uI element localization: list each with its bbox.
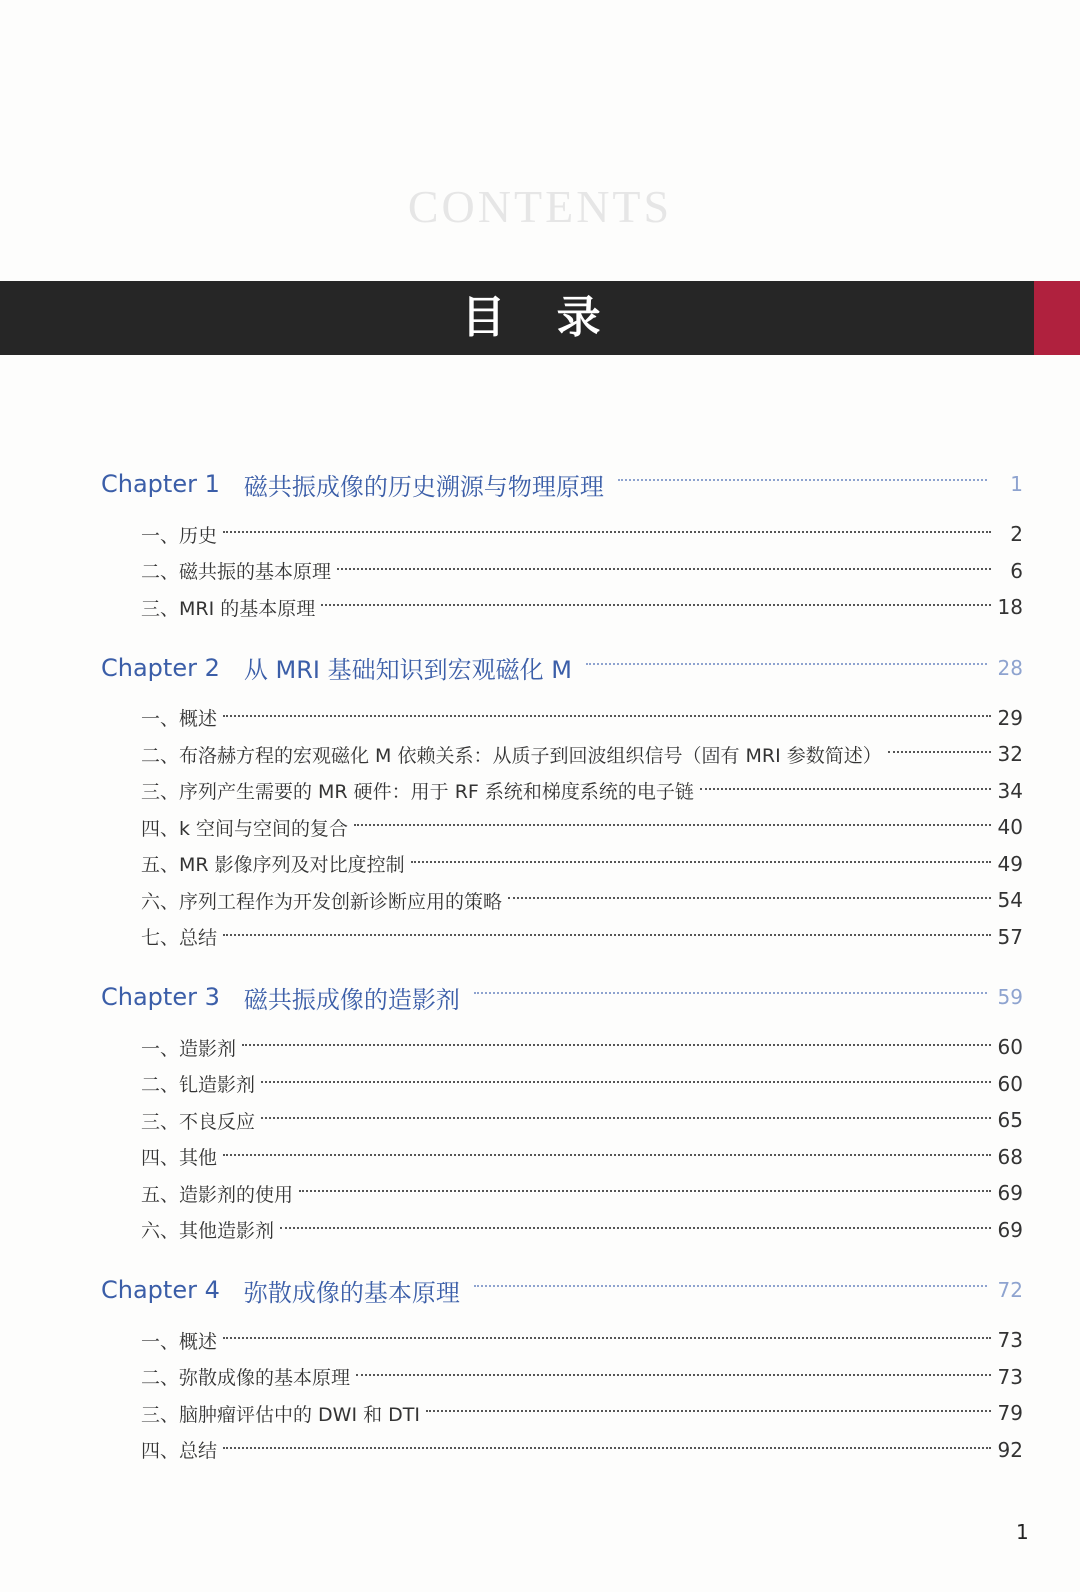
contents-watermark: CONTENTS bbox=[407, 181, 673, 232]
page-number: 1 bbox=[1016, 1520, 1029, 1544]
toc-entry[interactable] bbox=[141, 773, 1023, 810]
entry-title: 二、弥散成像的基本原理 bbox=[141, 1367, 351, 1390]
chapter-page-number: 28 bbox=[997, 655, 1023, 680]
toc-entry[interactable] bbox=[141, 1029, 1023, 1066]
entry-page-number: 69 bbox=[997, 1217, 1023, 1242]
entry-page-number: 68 bbox=[997, 1144, 1023, 1169]
leader-dots bbox=[223, 1154, 991, 1156]
leader-dots bbox=[223, 531, 991, 533]
entry-title: 三、序列产生需要的 MR 硬件：用于 RF 系统和梯度系统的电子链 bbox=[141, 781, 694, 804]
entry-page-number: 73 bbox=[997, 1364, 1023, 1389]
toc-entry[interactable] bbox=[141, 516, 1023, 553]
entry-page-number: 60 bbox=[997, 1071, 1023, 1096]
entry-title: 四、k 空间与空间的复合 bbox=[141, 817, 349, 840]
toc-entry[interactable] bbox=[141, 1139, 1023, 1176]
toc-entry[interactable] bbox=[141, 1066, 1023, 1103]
leader-dots bbox=[474, 1285, 987, 1287]
chapter-page-number: 1 bbox=[1010, 472, 1023, 496]
toc-entry[interactable] bbox=[141, 809, 1023, 846]
leader-dots bbox=[508, 897, 991, 899]
table-of-contents bbox=[0, 452, 1080, 1468]
entry-title: 三、不良反应 bbox=[141, 1110, 256, 1133]
entry-page-number: 49 bbox=[997, 851, 1023, 876]
entry-page-number: 65 bbox=[997, 1108, 1023, 1133]
leader-dots bbox=[261, 1081, 991, 1083]
section-gap bbox=[0, 626, 1080, 636]
toc-entry[interactable] bbox=[141, 589, 1023, 626]
chapter-title: 从 MRI 基础知识到宏观磁化 M bbox=[243, 656, 572, 684]
leader-dots bbox=[223, 934, 991, 936]
entry-page-number: 32 bbox=[997, 742, 1023, 767]
toc-entry[interactable] bbox=[141, 1102, 1023, 1139]
toc-entry[interactable] bbox=[141, 553, 1023, 590]
toc-entry[interactable] bbox=[141, 700, 1023, 737]
entry-page-number: 18 bbox=[997, 595, 1023, 620]
leader-dots bbox=[356, 1374, 991, 1376]
chapter-number: Chapter 3 bbox=[101, 983, 220, 1011]
chapter-title: 弥散成像的基本原理 bbox=[243, 1278, 460, 1307]
chapter-title: 磁共振成像的历史溯源与物理原理 bbox=[243, 472, 604, 501]
leader-dots bbox=[700, 788, 991, 790]
leader-dots bbox=[426, 1410, 991, 1412]
leader-dots bbox=[299, 1190, 991, 1192]
entry-page-number: 40 bbox=[997, 815, 1023, 840]
chapter-heading[interactable] bbox=[101, 636, 1023, 700]
toc-entry[interactable] bbox=[141, 1432, 1023, 1469]
leader-dots bbox=[242, 1044, 991, 1046]
chapter-number: Chapter 2 bbox=[101, 653, 220, 682]
leader-dots bbox=[888, 751, 991, 753]
leader-dots bbox=[474, 992, 987, 994]
chapter-title: 磁共振成像的造影剂 bbox=[243, 985, 460, 1014]
leader-dots bbox=[223, 1337, 991, 1339]
toc-entry[interactable] bbox=[141, 1359, 1023, 1396]
toc-entry[interactable] bbox=[141, 882, 1023, 919]
entry-page-number: 34 bbox=[997, 778, 1023, 803]
entry-page-number: 54 bbox=[997, 888, 1023, 913]
leader-dots bbox=[280, 1227, 991, 1229]
page-title: 目 录 bbox=[461, 292, 619, 343]
entry-title: 二、磁共振的基本原理 bbox=[141, 561, 332, 584]
toc-entry[interactable] bbox=[141, 846, 1023, 883]
chapter-page-number: 72 bbox=[997, 1278, 1023, 1302]
chapter-number: Chapter 1 bbox=[101, 470, 220, 498]
chapter-heading[interactable] bbox=[101, 965, 1023, 1029]
toc-entry[interactable] bbox=[141, 1322, 1023, 1359]
entry-title: 六、其他造影剂 bbox=[141, 1220, 275, 1243]
entry-title: 一、概述 bbox=[141, 1330, 218, 1353]
section-gap bbox=[0, 1248, 1080, 1258]
toc-entry[interactable] bbox=[141, 1212, 1023, 1249]
leader-dots bbox=[354, 824, 991, 826]
entry-title: 一、概述 bbox=[141, 708, 218, 731]
entry-page-number: 73 bbox=[997, 1328, 1023, 1353]
entry-title: 三、脑肿瘤评估中的 DWI 和 DTI bbox=[141, 1403, 420, 1426]
chapter-page-number: 59 bbox=[997, 985, 1023, 1009]
entry-title: 六、序列工程作为开发创新诊断应用的策略 bbox=[141, 890, 503, 913]
entry-title: 一、造影剂 bbox=[141, 1037, 237, 1060]
entry-title: 五、MR 影像序列及对比度控制 bbox=[141, 854, 405, 877]
leader-dots bbox=[411, 861, 991, 863]
leader-dots bbox=[337, 568, 991, 570]
entry-page-number: 57 bbox=[997, 924, 1023, 949]
entry-page-number: 29 bbox=[997, 705, 1023, 730]
entry-title: 四、其他 bbox=[141, 1147, 218, 1170]
leader-dots bbox=[223, 1447, 991, 1449]
leader-dots bbox=[321, 604, 991, 606]
entry-page-number: 92 bbox=[997, 1437, 1023, 1462]
entry-page-number: 60 bbox=[997, 1035, 1023, 1060]
entry-page-number: 69 bbox=[997, 1181, 1023, 1206]
chapter-heading[interactable] bbox=[101, 1258, 1023, 1322]
chapter-number: Chapter 4 bbox=[101, 1276, 220, 1304]
toc-entry[interactable] bbox=[141, 1395, 1023, 1432]
entry-title: 一、历史 bbox=[141, 524, 218, 547]
entry-title: 七、总结 bbox=[141, 927, 218, 950]
entry-title: 四、总结 bbox=[141, 1440, 218, 1463]
leader-dots bbox=[586, 663, 987, 665]
chapter-heading[interactable] bbox=[101, 452, 1023, 516]
leader-dots bbox=[223, 715, 991, 717]
section-gap bbox=[0, 955, 1080, 965]
toc-entry[interactable] bbox=[141, 736, 1023, 773]
entry-title: 二、布洛赫方程的宏观磁化 M 依赖关系：从质子到回波组织信号（固有 MRI 参数简述） bbox=[141, 744, 882, 767]
entry-page-number: 6 bbox=[1010, 558, 1023, 583]
entry-page-number: 2 bbox=[1010, 522, 1023, 547]
entry-title: 五、造影剂的使用 bbox=[141, 1183, 294, 1206]
entry-title: 二、钆造影剂 bbox=[141, 1074, 256, 1097]
leader-dots bbox=[618, 479, 987, 481]
entry-page-number: 79 bbox=[997, 1401, 1023, 1426]
toc-entry[interactable] bbox=[141, 1175, 1023, 1212]
leader-dots bbox=[261, 1117, 991, 1119]
entry-title: 三、MRI 的基本原理 bbox=[141, 597, 316, 620]
toc-entry[interactable] bbox=[141, 919, 1023, 956]
